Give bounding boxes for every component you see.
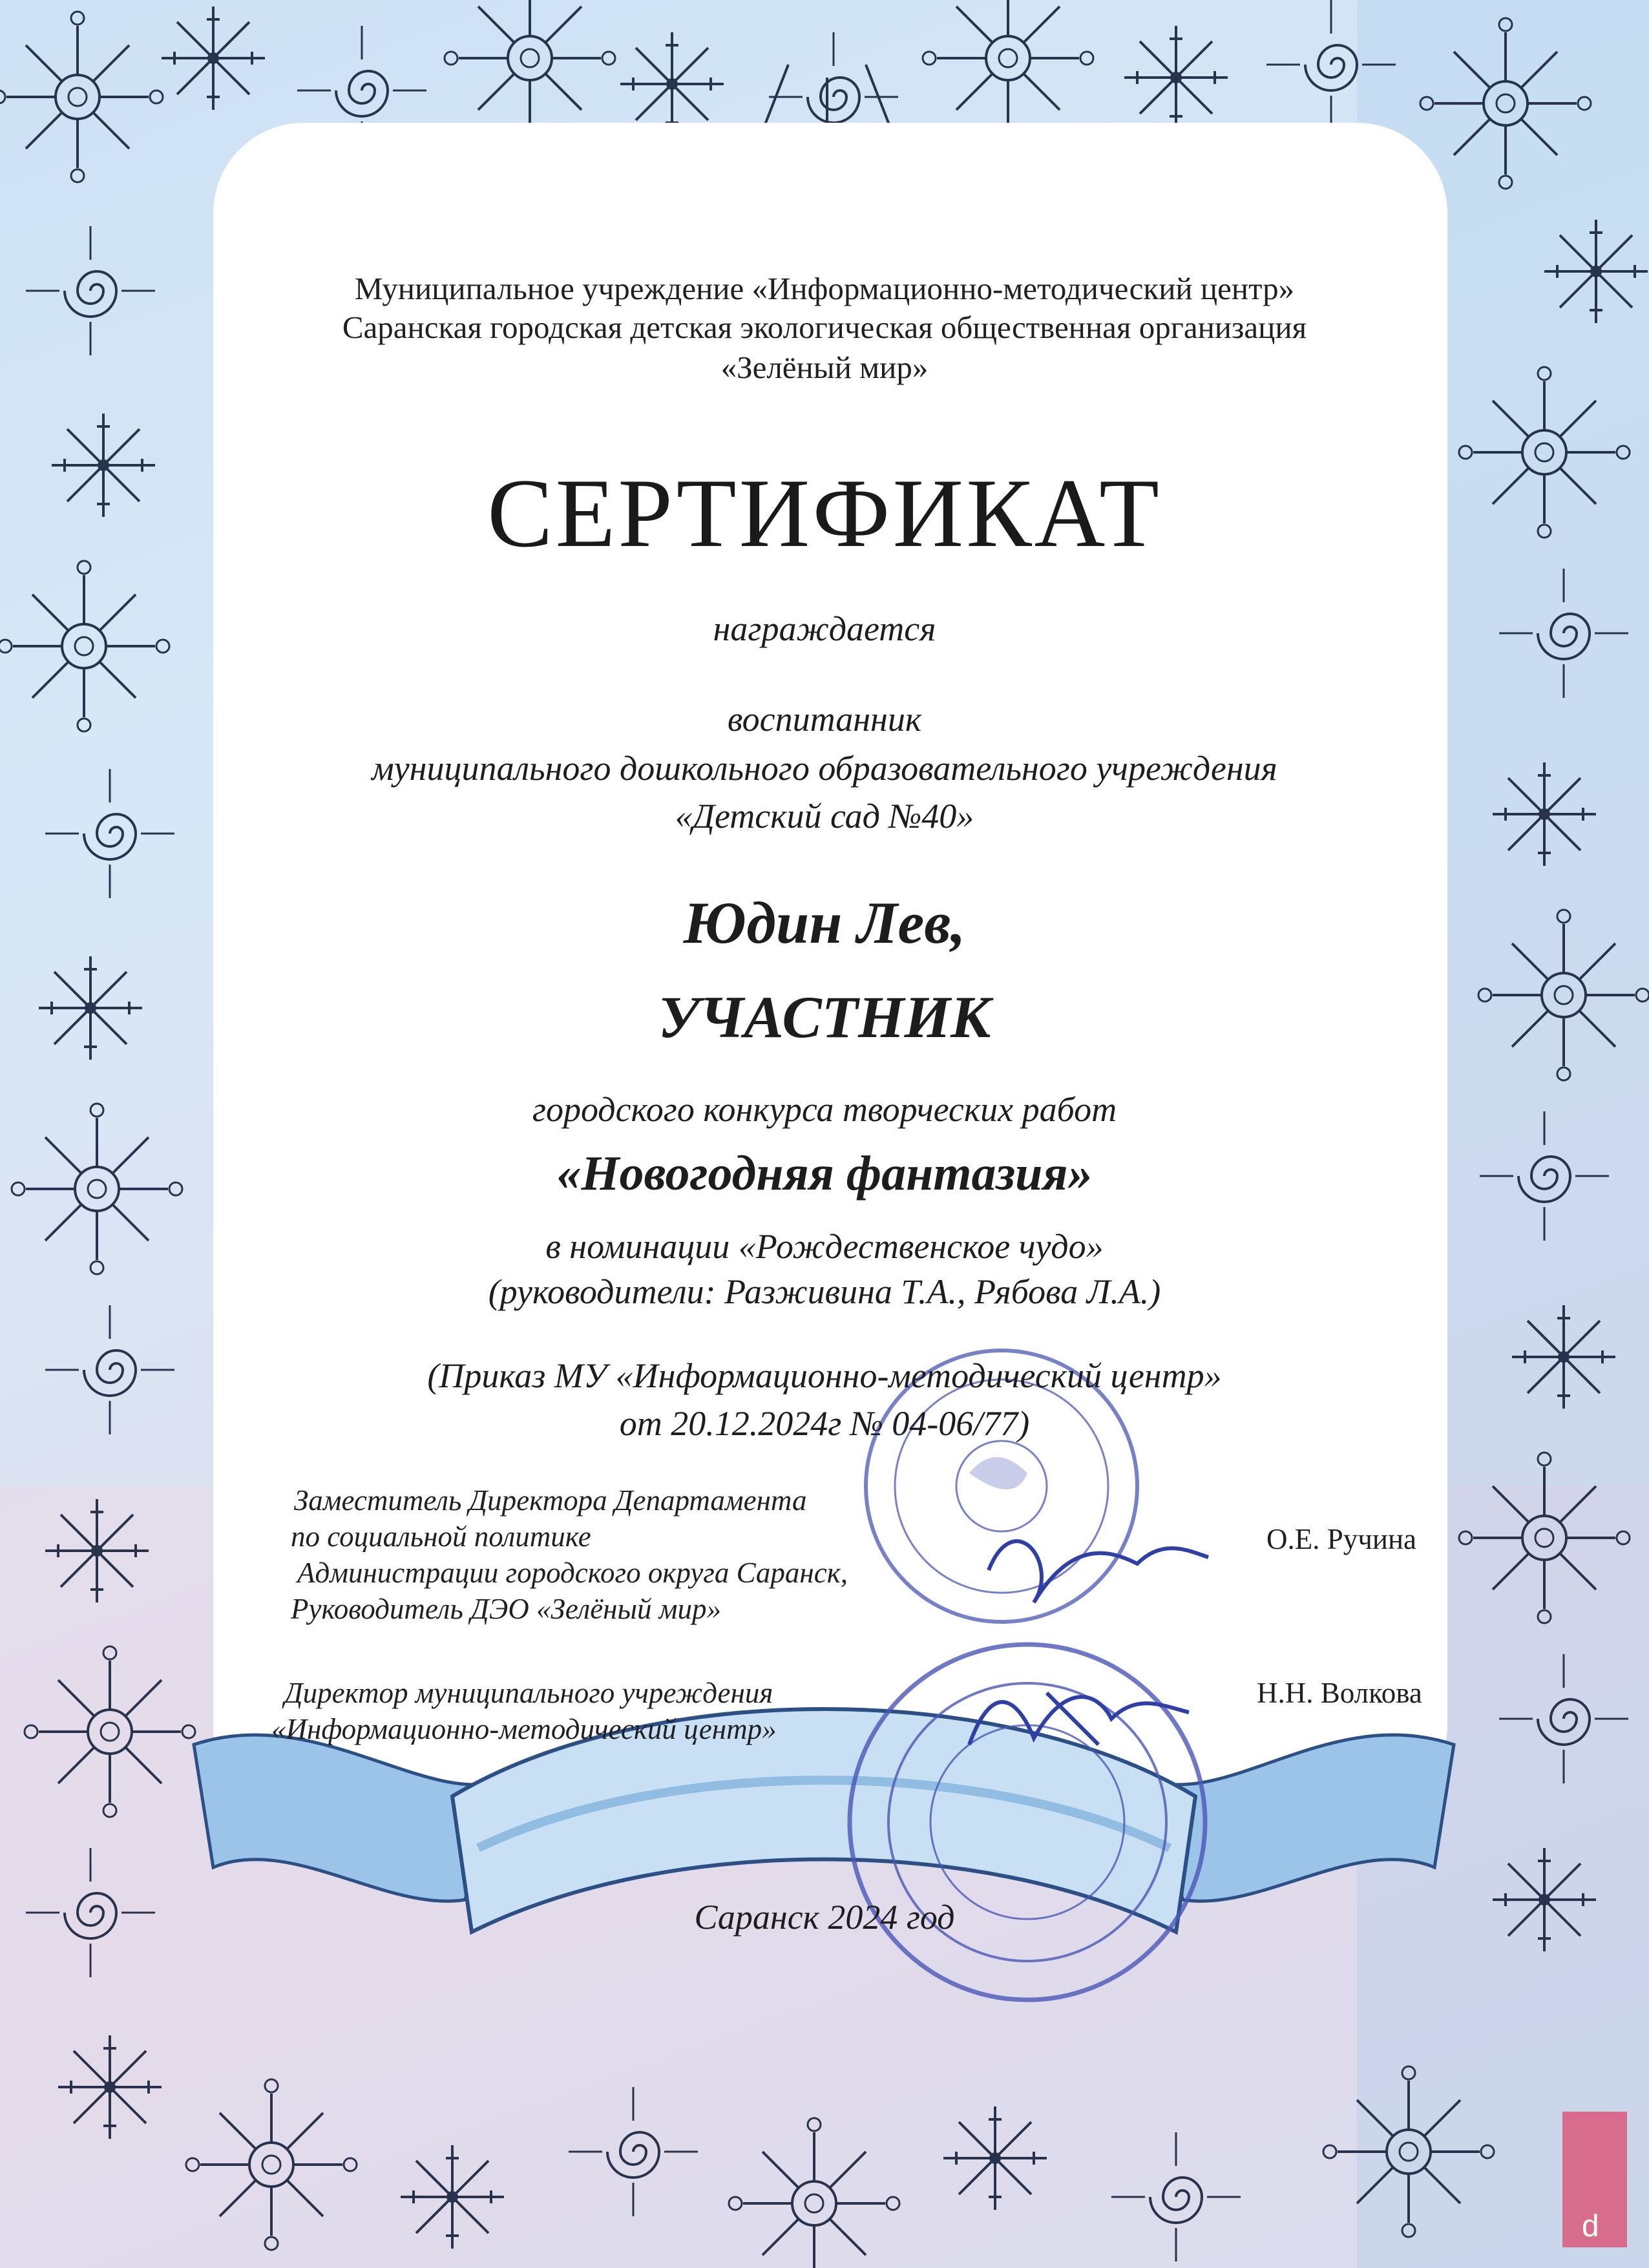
header-line-1: Муниципальное учреждение «Информационно-методический центр» xyxy=(354,271,1295,306)
contest-name: «Новогодняя фантазия» xyxy=(556,1146,1093,1201)
signer-1-title-line-4: Руководитель ДЭО «Зелёный мир» xyxy=(291,1593,721,1625)
signer-1-title-line-3: Администрации городского округа Саранск, xyxy=(297,1557,848,1589)
signer-1-title-line-2: по социальной политике xyxy=(291,1520,591,1553)
corner-tag-label: d xyxy=(1582,2209,1599,2243)
corner-tag xyxy=(1562,2112,1627,2247)
signer-1-title-line-1: Заместитель Директора Департамента xyxy=(294,1484,807,1517)
nomination-text: в номинации «Рождественское чудо» xyxy=(545,1227,1104,1266)
institution-line-2: «Детский сад №40» xyxy=(675,797,974,835)
order-line-1: (Приказ МУ «Информационно-методический центр» xyxy=(427,1356,1222,1395)
contest-line-1: городского конкурса творческих работ xyxy=(532,1090,1117,1129)
signer-1-name: О.Е. Ручина xyxy=(1266,1523,1417,1555)
institution-line-1: муниципального дошкольного образовательного учреждения xyxy=(372,749,1277,788)
header-line-3: «Зелёный мир» xyxy=(720,350,929,385)
order-line-2: от 20.12.2024г № 04-06/77) xyxy=(619,1404,1030,1443)
header-line-2: Саранская городская детская экологическая общественная организация xyxy=(342,310,1307,345)
footer-place-year: Саранск 2024 год xyxy=(694,1898,955,1937)
signer-2-name: Н.Н. Волкова xyxy=(1257,1677,1422,1709)
awarded-text: награждается xyxy=(713,609,936,648)
certificate-title: СЕРТИФИКАТ xyxy=(487,459,1162,567)
signer-2-title-line-1: Директор муниципального учреждения xyxy=(284,1677,773,1709)
signer-2-title-line-2: «Информационно-методический центр» xyxy=(271,1713,777,1745)
recipient-name: Юдин Лев, xyxy=(683,890,966,956)
supervisors-text: (руководители: Разживина Т.А., Рябова Л.А.) xyxy=(488,1272,1161,1311)
recipient-status: УЧАСТНИК xyxy=(658,984,991,1050)
recipient-role: воспитанник xyxy=(727,700,922,739)
